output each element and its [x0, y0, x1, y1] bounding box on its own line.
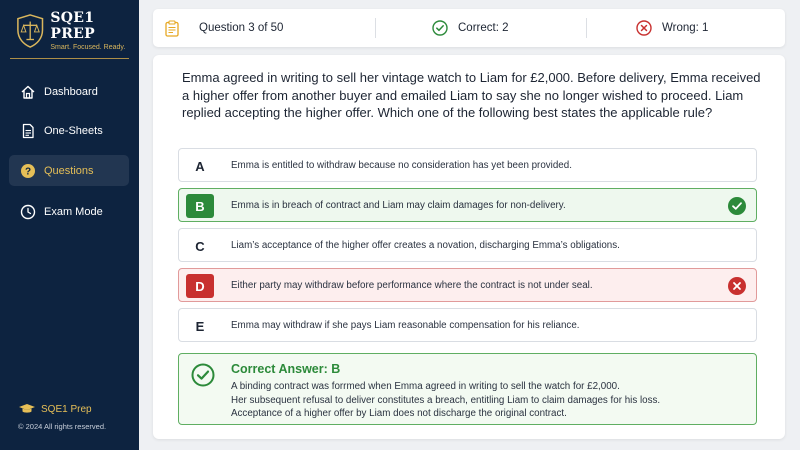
home-icon — [20, 84, 36, 100]
option-letter: D — [186, 274, 214, 298]
option-text: Either party may withdraw before performance where the contract is not under seal. — [231, 279, 593, 291]
check-circle-icon — [191, 363, 215, 387]
explanation-line: Acceptance of a higher offer by Liam does not discharge the original contract. — [231, 408, 567, 419]
option-letter: E — [195, 318, 205, 334]
answer-title: Correct Answer: B — [231, 362, 341, 376]
sidebar-footer — [18, 403, 106, 431]
nav-item-label: One-Sheets — [44, 124, 103, 137]
question-counter-text: Question 3 of 50 — [199, 22, 284, 34]
question-card — [153, 55, 785, 439]
nav-item-label: Dashboard — [44, 85, 98, 98]
sidebar — [0, 0, 139, 450]
option-b[interactable] — [178, 188, 757, 222]
question-circle-icon — [20, 163, 36, 179]
svg-text:?: ? — [24, 166, 32, 177]
check-circle-icon — [728, 197, 746, 215]
brand[interactable] — [16, 10, 139, 51]
option-letter: C — [195, 238, 205, 254]
copyright: © 2024 All rights reserved. — [18, 422, 107, 431]
option-letter: A — [195, 158, 205, 174]
option-text: Emma is entitled to withdraw because no consideration has yet been provided. — [231, 159, 572, 171]
correct-count — [432, 9, 509, 47]
check-circle-icon — [432, 20, 448, 36]
nav-item-one-sheets[interactable] — [9, 115, 129, 146]
correct-count-text: Correct: 2 — [458, 22, 509, 34]
x-circle-icon — [728, 277, 746, 295]
nav-item-questions[interactable] — [9, 155, 129, 186]
brand-tagline: Smart. Focused. Ready. — [50, 44, 126, 51]
clipboard-icon — [165, 20, 179, 37]
nav-item-dashboard[interactable] — [9, 76, 129, 107]
wrong-count — [636, 9, 708, 47]
answer-explanation-text — [231, 380, 741, 421]
brand-name: SQE1 PREP — [50, 10, 95, 42]
divider — [586, 18, 587, 38]
option-e[interactable] — [178, 308, 757, 342]
option-a[interactable] — [178, 148, 757, 182]
option-text: Emma may withdraw if she pays Liam reasonable compensation for his reliance. — [231, 319, 580, 331]
graduation-cap-icon — [18, 403, 36, 415]
wrong-count-text: Wrong: 1 — [662, 22, 709, 34]
nav-item-label: Exam Mode — [44, 205, 103, 218]
clock-icon — [20, 204, 36, 220]
footer-brand: SQE1 Prep — [41, 403, 92, 415]
divider — [375, 18, 376, 38]
brand-divider — [10, 58, 129, 59]
explanation-line: Her subsequent refusal to deliver constitutes a breach, entitling Liam to claim damages for his loss. — [231, 394, 661, 406]
scales-of-justice-shield-icon — [16, 13, 44, 49]
option-letter: B — [186, 194, 214, 218]
document-icon — [20, 123, 36, 139]
nav-item-label: Questions — [44, 164, 94, 177]
question-counter — [165, 9, 283, 47]
option-text: Emma is in breach of contract and Liam may claim damages for non-delivery. — [231, 199, 566, 211]
option-text: Liam’s acceptance of the higher offer creates a novation, discharging Emma’s obligations. — [231, 239, 620, 251]
question-text: Emma agreed in writing to sell her vintage watch to Liam for £2,000. Before delivery, Emma received a higher offer from another buyer and emailed Liam to say she no longer wished to proceed. Liam replied accepting the higher offer. Which one of the following best states the applicable rule? — [182, 70, 761, 120]
option-c[interactable] — [178, 228, 757, 262]
x-circle-icon — [636, 20, 652, 36]
explanation-line: A binding contract was forrmed when Emma agreed in writing to sell the watch for £2,000. — [231, 381, 620, 392]
nav-item-exam-mode[interactable] — [9, 196, 129, 227]
status-bar — [153, 9, 785, 47]
option-d[interactable] — [178, 268, 757, 302]
answer-explanation — [178, 353, 757, 425]
